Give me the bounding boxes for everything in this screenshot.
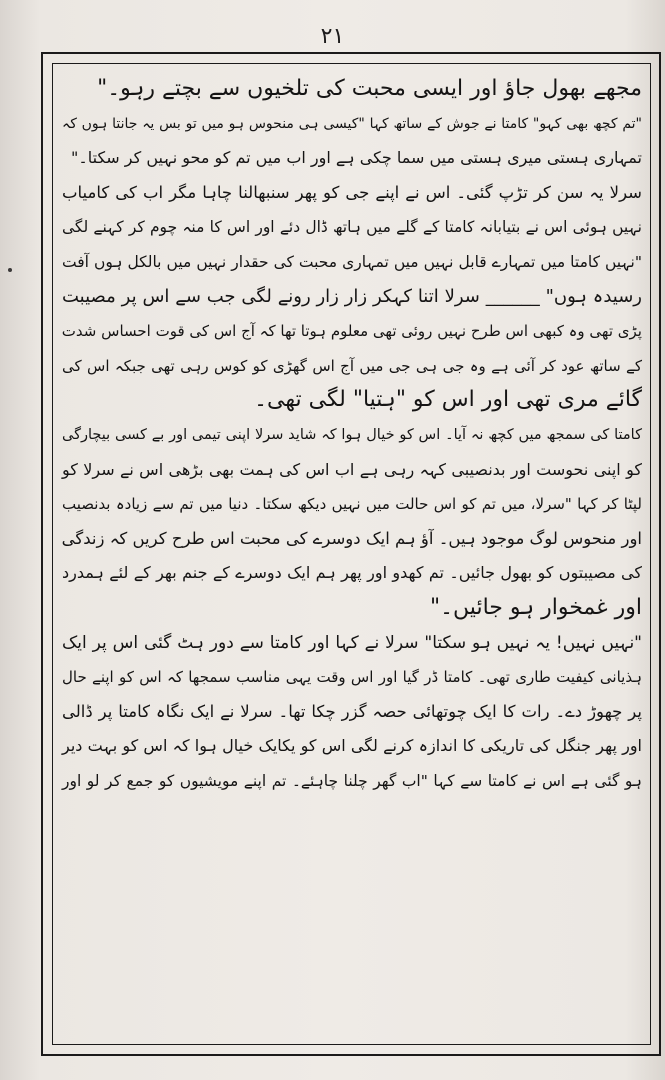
text-line: مجھے بھول جاؤ اور ایسی محبت کی تلخیوں سے بچتے رہو۔" [97, 76, 642, 101]
margin-ink-dot [8, 268, 12, 272]
urdu-text-body [58, 72, 646, 1038]
text-line: کی مصیبتوں کو بھول جائیں۔ تم کھدو اور پھر ہم ایک دوسرے کے جنم بھر کے لئے ہمدرد [62, 563, 642, 583]
text-line: سرلا یہ سن کر تڑپ گئی۔ اس نے اپنے جی کو پھر سنبھالنا چاہا مگر اب کی کامیاب [62, 182, 642, 202]
page-number: ۲۱ [320, 24, 345, 49]
text-line: پڑی تھی وہ کبھی اس طرح نہیں روئی تھی معلوم ہوتا تھا کہ آج اس کی قوت احساس شدت [61, 322, 642, 341]
text-line: تمہاری ہستی میری ہستی میں سما چکی ہے اور اب میں تم کو محو نہیں کر سکتا۔" [71, 148, 642, 168]
text-line: "نہیں کامتا میں تمہارے قابل نہیں میں تمہاری محبت کی حقدار نہیں میں بالکل ہوں آفت [62, 252, 642, 271]
text-line: کے ساتھ عود کر آئی ہے وہ جی ہی جی میں آج اس گھڑی کو کوس رہی تھی جبکہ اس کی [62, 356, 642, 375]
text-line: لپٹا کر کہا "سرلا، میں تم کو اس حالت میں نہیں دیکھ سکتا۔ دنیا میں تم سے زیادہ بدنصیب [62, 495, 642, 514]
text-line: اور پھر جنگل کی تاریکی کا اندازہ کرنے لگی اس کو یکایک خیال ہوا کہ اس کو بہت دیر [62, 736, 642, 756]
text-line: ہذیانی کیفیت طاری تھی۔ کامتا ڈر گیا اور اس وقت یہی مناسب سمجھا کہ اس کو اپنے حال [62, 668, 642, 687]
text-line: پر چھوڑ دے۔ رات کا ایک چوتھائی حصہ گزر چکا تھا۔ سرلا نے ایک نگاہ کامتا پر ڈالی [62, 701, 642, 721]
text-line: گائے مری تھی اور اس کو "ہتیا" لگی تھی۔ [254, 387, 642, 413]
text-line: رسیدہ ہوں" ______ سرلا اتنا کہکر زار زار رونے لگی جب سے اس پر مصیبت [62, 285, 642, 307]
text-line: ہو گئی ہے اس نے کامتا سے کہا "اب گھر چلنا چاہئے۔ تم اپنے مویشیوں کو جمع کر لو اور [62, 771, 642, 790]
text-line: اور غمخوار ہو جائیں۔" [430, 594, 642, 620]
text-line: کو اپنی نحوست اور بدنصیبی کہہ رہی ہے اب اس کی ہمت بھی بڑھی اس نے سرلا کو [62, 459, 642, 479]
text-line: کامتا کی سمجھ میں کچھ نہ آیا۔ اس کو خیال ہوا کہ شاید سرلا اپنی تیمی اور بے کسی بیچارگی [62, 426, 642, 443]
text-line: "تم کچھ بھی کہو" کامتا نے جوش کے ساتھ کہا "کیسی ہی منحوس ہو میں تو بس یہ جانتا ہوں کہ [62, 115, 642, 132]
text-line: نہیں ہوئی اس نے بتیابانہ کامتا کے گلے میں ہاتھ ڈال دئے اور اس کا منہ چوم کر کہنے لگی [62, 218, 642, 237]
text-line: "نہیں نہیں! یہ نہیں ہو سکتا" سرلا نے کہا اور کامتا سے دور ہٹ گئی اس پر ایک [62, 632, 642, 653]
text-line: اور منحوس لوگ موجود ہیں۔ آؤ ہم ایک دوسرے کی محبت اس طرح کریں کہ زندگی [61, 528, 642, 548]
